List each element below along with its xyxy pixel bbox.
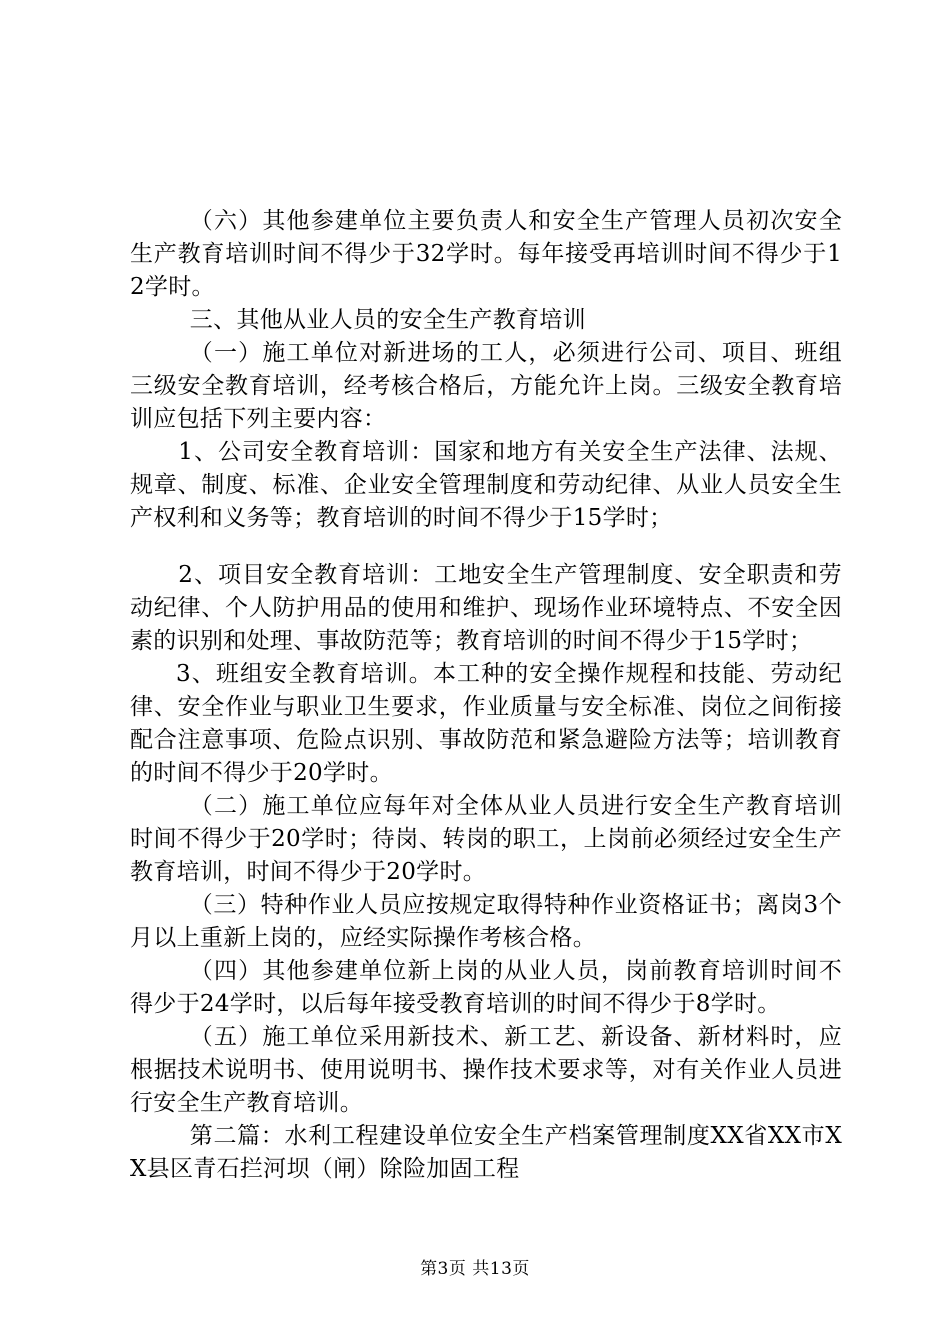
- paragraph-project-training: 2、项目安全教育培训：工地安全生产管理制度、安全职责和劳动纪律、个人防护用品的使用和维护、现场作业环境特点、不安全因素的识别和处理、事故防范等；教育培训的时间不得少于15学时；: [130, 562, 842, 654]
- paragraph-three-special-operations: （三）特种作业人员应按规定取得特种作业资格证书；离岗3个月以上重新上岗的，应经实际操作考核合格。: [130, 892, 842, 951]
- paragraph-team-training: 3、班组安全教育培训。本工种的安全操作规程和技能、劳动纪律、安全作业与职业卫生要求，作业质量与安全标准、岗位之间衔接配合注意事项、危险点识别、事故防范和紧急避险方法等；培训教育的时间不得少于20学时。: [130, 661, 842, 786]
- page-number-footer: 第3页 共13页: [420, 1259, 530, 1279]
- paragraph-five-new-technology: （五）施工单位采用新技术、新工艺、新设备、新材料时，应根据技术说明书、使用说明书、操作技术要求等，对有关作业人员进行安全生产教育培训。: [130, 1024, 842, 1116]
- paragraph-company-training: 1、公司安全教育培训：国家和地方有关安全生产法律、法规、规章、制度、标准、企业安全管理制度和劳动纪律、从业人员安全生产权利和义务等；教育培训的时间不得少于15学时；: [130, 439, 842, 531]
- document-body: [130, 205, 842, 1186]
- paragraph-two-annual-training: （二）施工单位应每年对全体从业人员进行安全生产教育培训时间不得少于20学时；待岗、转岗的职工，上岗前必须经过安全生产教育培训，时间不得少于20学时。: [130, 793, 842, 885]
- paragraph-second-article-title: 第二篇：水利工程建设单位安全生产档案管理制度XX省XX市XX县区青石拦河坝（闸）除险加固工程: [130, 1123, 842, 1182]
- section-heading-other-staff: 三、其他从业人员的安全生产教育培训: [189, 307, 586, 333]
- paragraph-four-new-staff: （四）其他参建单位新上岗的从业人员，岗前教育培训时间不得少于24学时，以后每年接受教育培训的时间不得少于8学时。: [130, 958, 842, 1017]
- paragraph-six-other-units: （六）其他参建单位主要负责人和安全生产管理人员初次安全生产教育培训时间不得少于32学时。每年接受再培训时间不得少于12学时。: [130, 208, 842, 300]
- paragraph-one-three-level-training: （一）施工单位对新进场的工人，必须进行公司、项目、班组三级安全教育培训，经考核合格后，方能允许上岗。三级安全教育培训应包括下列主要内容：: [130, 340, 842, 432]
